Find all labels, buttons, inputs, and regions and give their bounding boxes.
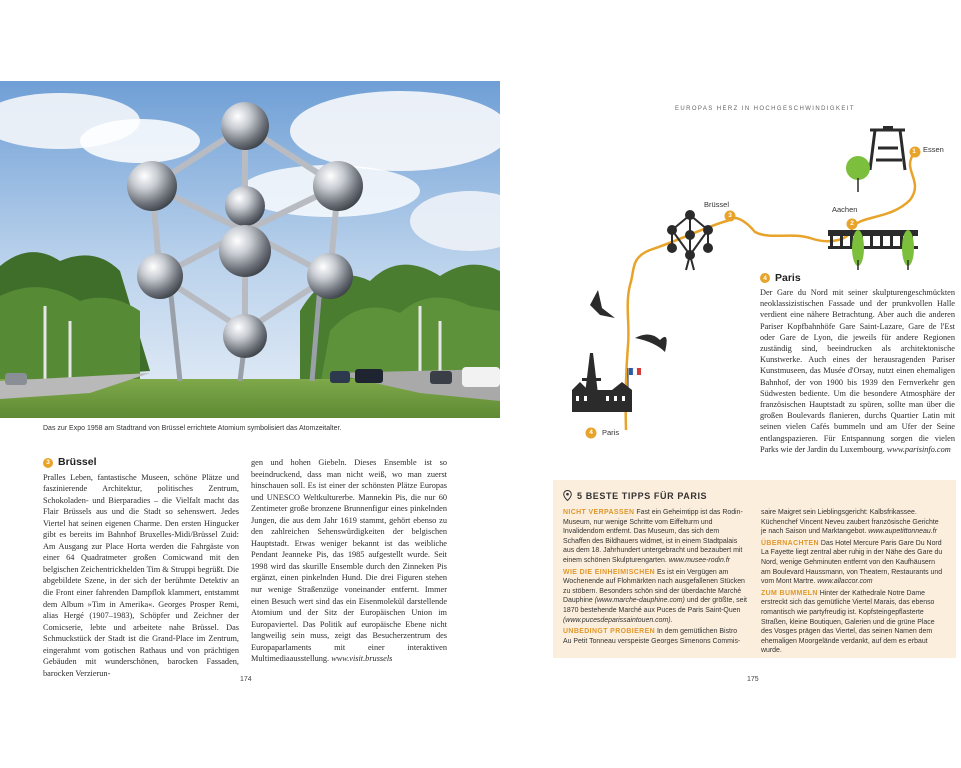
bruessel-heading xyxy=(43,457,239,469)
tips-column-1 xyxy=(563,508,747,658)
photo-caption: Das zur Expo 1958 am Stadtrand von Brüssel errichtete Atomium symbolisiert das Atomzeitalter. xyxy=(43,425,342,432)
tip-link[interactable]: (www.marche-dauphine.com) xyxy=(594,597,685,605)
atomium-icon xyxy=(672,215,708,270)
tip-label: ZUM BUMMELN xyxy=(761,589,818,597)
paris-text: Der Gare du Nord mit seiner skulpturengeschmückten neoklassizistischen Fassade und der prunkvollen Halle verdient eine nähere Betrachtung. Aber auch die anderen Pariser Kopfbahnhöfe Gare Saint-Lazare, Gare de l'Est oder Gare de Lyon, die jeweils für andere Regionen zuständig sind, beeindrucken als architektonische Kunstwerke. Auch eines der herausragenden Pariser Kunstmuseen, das Musée d'Orsay, nutzt einen ehemaligen Bahnhof, der von 1900 bis 1939 den Fernverkehr gen Südwesten bediente. Um die besondere Atmosphäre der französischen Hauptstadt zu spüren, sollte man über die großen Boulevards flanieren, durchs Quartier Latin mit seinen vielen Cafés bummeln und am Ufer der Seine entlangspazieren. Für Entspannung sorgen die vielen Parks wie der Jardin du Luxembourg. xyxy=(760,288,955,454)
tip-item: ZUM BUMMELN Hinter der Kathedrale Notre Dame erstreckt sich das gemütliche Viertel Marais, das ebenso romantisch wie partyfreudig ist. Kopfsteingepflasterte Straßen, kleine Boutiquen, Galerien und die grüne Place des Vosges prägen das Viertel, das seinen Namen dem ehemaligen Moorgelände verdankt, auf dem es erbaut wurde. xyxy=(761,589,935,655)
tip-link[interactable]: www.allaccor.com xyxy=(817,578,873,586)
bird-icon xyxy=(590,290,615,318)
paris-link[interactable]: www.parisinfo.com xyxy=(886,444,951,454)
stop-label-bruessel: Brüssel xyxy=(704,200,730,209)
bruessel-column-2 xyxy=(251,457,447,665)
paris-body xyxy=(760,287,955,455)
essen-tower-icon xyxy=(870,130,905,170)
tip-label: NICHT VERPASSEN xyxy=(563,509,635,516)
stop-label-aachen: Aachen xyxy=(832,205,858,214)
paris-title: Paris xyxy=(775,272,801,284)
tip-item: saire Maigret sein Lieblingsgericht: Kalbsfrikassee. Küchenchef Vincent Neveu zaubert französische Gerichte je nach Saison und Marktangebot. www.aupetittonneau.fr xyxy=(761,509,939,536)
atomium-illustration xyxy=(0,81,500,418)
paris-section xyxy=(760,272,955,455)
paris-heading xyxy=(760,272,955,284)
tips-box xyxy=(553,480,956,658)
tip-link[interactable]: www.aupetittonneau.fr xyxy=(868,528,937,536)
tip-label: ÜBERNACHTEN xyxy=(761,539,819,547)
stop-label-paris: Paris xyxy=(602,428,620,437)
tip-item: UNBEDINGT PROBIEREN In dem gemütlichen Bistro Au Petit Tonneau verspeiste Georges Simenons Commis- xyxy=(563,628,741,645)
tip-link[interactable]: www.musee-rodin.fr xyxy=(668,556,730,564)
page-number-right: 175 xyxy=(747,676,759,683)
tip-label: WIE DIE EINHEIMISCHEN xyxy=(563,568,656,576)
running-head: EUROPAS HERZ IN HOCHGESCHWINDIGKEIT xyxy=(675,106,855,112)
stop-number-1: 1 xyxy=(912,148,916,155)
tip-item: NICHT VERPASSEN Fast ein Geheimtipp ist das Rodin-Museum, nur wenige Schritte vom Eiffelturm und Invalidendom entfernt. Das Museum, das sich dem Schaffen des Bildhauers widmet, ist in einem Stadtpalais aus dem 18. Jahrhundert untergebracht und bezaubert mit einem schönen Skulpturengarten. www.musee-rodin.fr xyxy=(563,509,743,564)
bruessel-link[interactable]: www.visit.brussels xyxy=(331,654,393,664)
tips-column-2 xyxy=(761,508,945,658)
page-number-left: 174 xyxy=(240,676,252,683)
bruessel-column-1 xyxy=(43,457,239,679)
tip-item: WIE DIE EINHEIMISCHEN Es ist ein Vergügen am Wochenende auf Flohmärkten nach ausgefallenen Stücken zu stöbern. Besonders schön sind der überdachte Marché Dauphine (www.marche-dauphine.com) und der größte, seit 1870 bestehende Marché aux Puces de Paris Saint-Quen (www.pucesdeparissaintouen.com). xyxy=(563,568,747,624)
tip-label: UNBEDINGT PROBIEREN xyxy=(563,628,656,636)
bruessel-text-1: Pralles Leben, fantastische Museen, schöne Plätze und faszinierende Architektur, politisches Zentrum, Schokoladen- und Bierparadies – die Vielfalt macht das Flair Brüssels aus und die Stadt so sehenswert. Jedes Viertel hat seinen eigenen Charme. Den ersten Hingucker gibt es bereits im Bahnhof Bruxelles-Midi/Brüssel Zuid: Am Ausgang zur Place Horta werden die Fahrgäste von einer 64 Quadratmeter großen Comicwand mit den belgischen Zeichentrickhelden Tim & Struppi begrüßt. Die abgebildete Szene, in der sich der berühmte Detektiv an die Front einer fahrenden Dampflok klammert, entstammt dem Album »Tim in Amerika«. Georges Prosper Remi, alias Hergé (1907–1983), Schöpfer und Zeichner der Comicserie, lebte und arbeitete nahe Brüssel. Das Schmuckstück der Stadt ist die Grand-Place im Zentrum, eingerahmt vom gotischen Rathaus und von prächtigen Gebäuden mit wunderschönen, barocken Fassaden, barocken Verzierun- xyxy=(43,472,239,678)
number-badge-icon: 3 xyxy=(43,458,53,468)
tips-title-text: 5 BESTE TIPPS FÜR PARIS xyxy=(577,490,708,501)
location-pin-icon xyxy=(563,490,572,501)
bruessel-title: Brüssel xyxy=(58,456,97,468)
bird-icon xyxy=(635,334,667,352)
tip-item: ÜBERNACHTEN Das Hotel Mercure Paris Gare Du Nord La Fayette liegt zentral aber ruhig in der Nähe des Gare du Nord, wenige Gehminuten entfernt von den Kaufhäusern am Boulevard Haussmann, von Theatern, Restaurants und vom Mont Martre. www.allaccor.com xyxy=(761,539,943,586)
stop-number-3: 3 xyxy=(728,212,732,219)
number-badge-icon: 4 xyxy=(760,273,770,283)
stop-number-2: 2 xyxy=(850,220,854,227)
bruessel-text-2: gen und hohen Giebeln. Dieses Ensemble ist so beeindruckend, dass man nicht weiß, wo man zuerst hinschauen soll. Es ist einer der schönsten Plätze Europas und UNESCO Weltkulturerbe. Mannekin Pis, die nur 60 Zentimeter große bronzene Brunnenfigur eines pinkelnden Jungen, die aus dem Jahr 1619 stammt, gehört ebenso zu den zahlreichen Sehenswürdigkeiten der belgischen Hauptstadt. Etwas weniger bekannt ist das weibliche Pendant Jeanneke Pis, das 1985 aufgestellt wurde. Seit 1998 wird das skurille Ensemble durch den Zinneken Pis ergänzt, einen pinkelnden Hund. Die drei Figuren stehen nur wenige Straßenzüge voneinander entfernt. Immer einen Besuch wert sind das ein Eisenmolekül darstellende Atomium und der Sitz der Europäischen Union im Europaviertel. Das Politik auf europäische Ebene nicht langweilig sein muss, zeigt das Besucherzentrum des Europaparlaments mit einer interaktiven Multimediaausstellung. xyxy=(251,458,447,664)
stop-label-essen: Essen xyxy=(923,145,944,154)
tips-title xyxy=(563,490,946,501)
stop-number-4: 4 xyxy=(589,429,593,436)
atomium-photo xyxy=(0,81,500,418)
tip-link[interactable]: (www.pucesdeparissaintouen.com). xyxy=(563,616,673,624)
